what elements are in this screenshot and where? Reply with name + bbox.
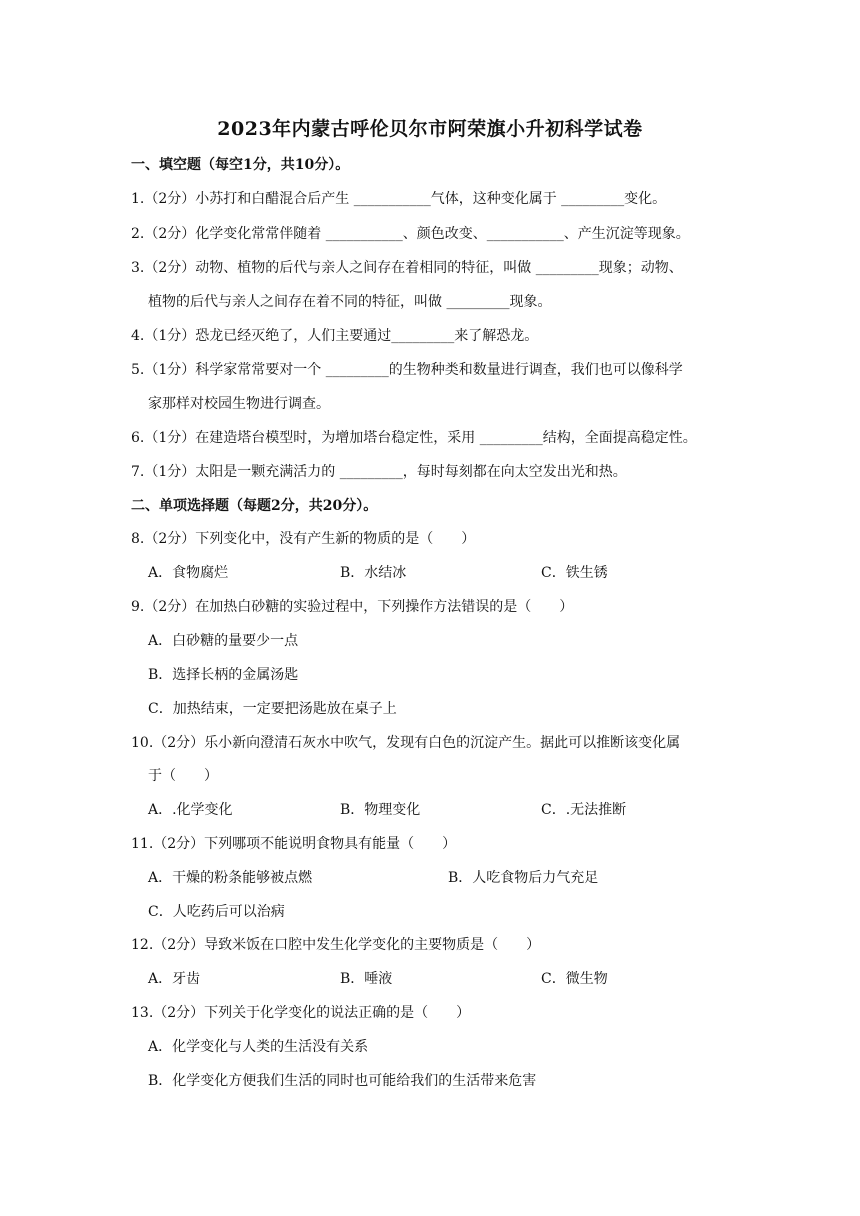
question-12-option-c: C．微生物 [541,971,608,987]
question-6: 6.（1分）在建造塔台模型时，为增加塔台稳定性，采用 _________结构，全面提高稳定性。 [131,430,697,446]
question-10-line-1: 10.（2分）乐小新向澄清石灰水中吹气，发现有白色的沉淀产生。据此可以推断该变化属 [131,735,681,751]
question-8: 8.（2分）下列变化中，没有产生新的物质的是（ ） [131,531,476,547]
question-13-option-b: B．化学变化方便我们生活的同时也可能给我们的生活带来危害 [148,1073,537,1089]
question-11: 11.（2分）下列哪项不能说明食物具有能量（ ） [131,836,457,852]
question-12-option-b: B．唾液 [340,971,393,987]
question-2: 2.（2分）化学变化常常伴随着 ___________、颜色改变、___________、产生沉淀等现象。 [131,226,690,242]
question-10-option-c: C．.无法推断 [541,802,627,818]
question-8-option-b: B．水结冰 [340,565,407,581]
question-4: 4.（1分）恐龙已经灭绝了，人们主要通过_________来了解恐龙。 [131,328,539,344]
question-9-option-b: B．选择长柄的金属汤匙 [148,667,299,683]
page-title: 2023年内蒙古呼伦贝尔市阿荣旗小升初科学试卷 [217,118,643,140]
question-3-line-1: 3.（2分）动物、植物的后代与亲人之间存在着相同的特征，叫做 _________现象；动物、 [131,260,683,276]
question-9-option-c: C．加热结束，一定要把汤匙放在桌子上 [148,701,397,717]
question-7: 7.（1分）太阳是一颗充满活力的 _________，每时每刻都在向太空发出光和热。 [131,464,627,480]
question-3-line-2: 植物的后代与亲人之间存在着不同的特征，叫做 _________现象。 [148,294,552,310]
question-11-option-a: A．干燥的粉条能够被点燃 [148,870,313,886]
question-13-option-a: A．化学变化与人类的生活没有关系 [148,1039,369,1055]
question-1: 1.（2分）小苏打和白醋混合后产生 ___________气体，这种变化属于 _________变化。 [131,191,667,207]
question-10-option-b: B．物理变化 [340,802,421,818]
question-8-option-a: A．食物腐烂 [148,565,229,581]
section-heading-single-choice: 二、单项选择题（每题2分，共20分）。 [131,498,378,514]
question-10-option-a: A．.化学变化 [148,802,233,818]
question-12: 12.（2分）导致米饭在口腔中发生化学变化的主要物质是（ ） [131,937,541,953]
question-13: 13.（2分）下列关于化学变化的说法正确的是（ ） [131,1005,471,1021]
question-10-line-2: 于（ ） [148,768,218,784]
question-8-option-c: C．铁生锈 [541,565,608,581]
question-5-line-2: 家那样对校园生物进行调查。 [148,396,330,412]
question-11-option-c: C．人吃药后可以治病 [148,904,285,920]
question-5-line-1: 5.（1分）科学家常常要对一个 _________的生物种类和数量进行调查，我们也可以像科学 [131,362,683,378]
question-9-option-a: A．白砂糖的量要少一点 [148,633,299,649]
question-11-option-b: B．人吃食物后力气充足 [448,870,599,886]
question-12-option-a: A．牙齿 [148,971,201,987]
question-9: 9.（2分）在加热白砂糖的实验过程中，下列操作方法错误的是（ ） [131,599,574,615]
section-heading-fill-blank: 一、填空题（每空1分，共10分）。 [131,157,350,173]
